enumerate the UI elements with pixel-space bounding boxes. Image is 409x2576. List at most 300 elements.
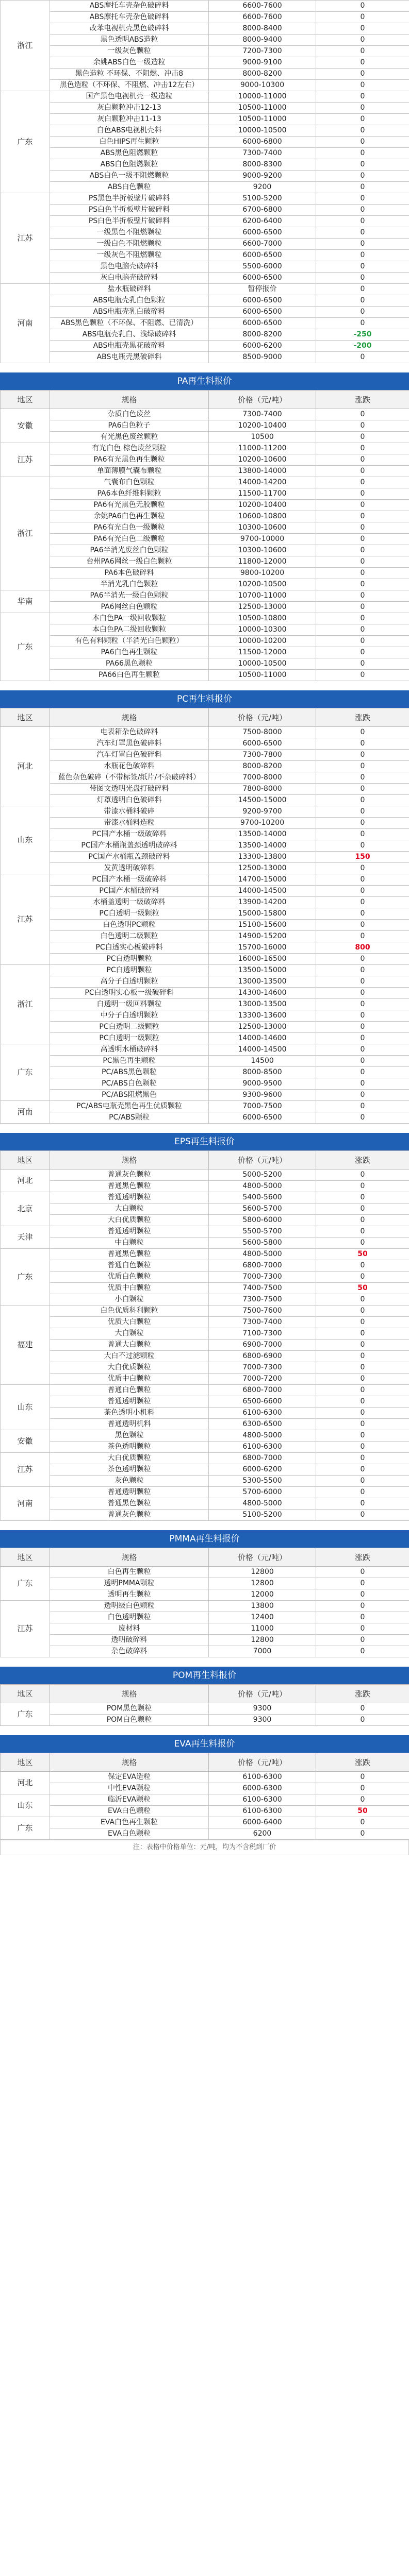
- spec-cell: 发黄透明破碎料: [50, 863, 209, 874]
- change-cell: 0: [316, 1476, 409, 1487]
- change-cell: 0: [316, 1794, 409, 1806]
- change-cell: 0: [316, 1464, 409, 1476]
- spec-cell: 汽车灯罩黑色破碎料: [50, 738, 209, 750]
- table-row: [1, 920, 409, 931]
- table-row: [1, 80, 409, 91]
- price-cell: 6000-6200: [209, 341, 316, 352]
- change-cell: 0: [316, 874, 409, 886]
- spec-cell: 普通透明颗粒: [50, 1192, 209, 1204]
- spec-cell: 普通白色颗粒: [50, 1385, 209, 1396]
- header-row: [1, 1753, 409, 1772]
- region-cell: 江苏: [1, 1453, 50, 1487]
- change-cell: 0: [316, 1374, 409, 1385]
- table-row: [1, 727, 409, 738]
- price-cell: 7000: [209, 1646, 316, 1657]
- spec-cell: 白色再生颗粒: [50, 1567, 209, 1578]
- change-cell: 0: [316, 148, 409, 159]
- spec-cell: 大白颗粒: [50, 1328, 209, 1340]
- table-row: [1, 1408, 409, 1419]
- price-cell: 15000-15800: [209, 908, 316, 920]
- change-cell: -200: [316, 341, 409, 352]
- column-header: 规格: [50, 391, 209, 409]
- change-cell: 0: [316, 205, 409, 216]
- price-cell: 7000-7300: [209, 1272, 316, 1283]
- table-row: [1, 46, 409, 57]
- spec-cell: 废材料: [50, 1623, 209, 1635]
- spec-cell: 一级灰色不阻燃颗粒: [50, 250, 209, 261]
- spec-cell: 普通白色颗粒: [50, 1260, 209, 1272]
- price-cell: 7000-7200: [209, 1374, 316, 1385]
- section-title: PC再生料报价: [0, 690, 409, 708]
- price-section: [0, 1667, 409, 1726]
- price-table: [0, 1753, 409, 1840]
- table-row: [1, 1238, 409, 1249]
- change-cell: 50: [316, 1283, 409, 1294]
- change-cell: 0: [316, 761, 409, 772]
- change-cell: 0: [316, 965, 409, 976]
- price-cell: 10300-10600: [209, 545, 316, 556]
- table-row: [1, 511, 409, 522]
- region-cell: 河南: [1, 1101, 50, 1124]
- change-cell: 0: [316, 1498, 409, 1510]
- spec-cell: PC/ABS颗粒: [50, 1112, 209, 1124]
- table-row: [1, 1646, 409, 1657]
- price-cell: 6000-6500: [209, 227, 316, 239]
- price-cell: 11800-12000: [209, 556, 316, 568]
- table-row: [1, 477, 409, 488]
- spec-cell: 一级白色不阻燃颗粒: [50, 239, 209, 250]
- change-cell: 0: [316, 420, 409, 432]
- change-cell: 0: [316, 477, 409, 488]
- table-row: [1, 556, 409, 568]
- change-cell: 0: [316, 1078, 409, 1090]
- price-cell: 12800: [209, 1567, 316, 1578]
- spec-cell: PC白透明颗粒: [50, 954, 209, 965]
- price-cell: 14700-15000: [209, 874, 316, 886]
- price-cell: 6800-7000: [209, 1260, 316, 1272]
- change-cell: 0: [316, 1396, 409, 1408]
- price-cell: 6600-7600: [209, 12, 316, 23]
- region-cell: 浙江: [1, 965, 50, 1044]
- table-row: [1, 1498, 409, 1510]
- change-cell: 0: [316, 137, 409, 148]
- spec-cell: PA6网丝白色颗粒: [50, 602, 209, 613]
- price-cell: 7300-7400: [209, 148, 316, 159]
- table-row: [1, 12, 409, 23]
- spec-cell: PA6有光白色二级颗粒: [50, 534, 209, 545]
- spec-cell: 白色HIPS再生颗粒: [50, 137, 209, 148]
- price-section: [0, 1133, 409, 1521]
- spec-cell: PC国产水桶瓶盖颈破碎料: [50, 852, 209, 863]
- table-row: [1, 273, 409, 284]
- region-cell: 山东: [1, 1385, 50, 1430]
- price-cell: 6800-6900: [209, 1351, 316, 1362]
- table-row: [1, 341, 409, 352]
- price-section: [0, 1735, 409, 1840]
- column-header: 规格: [50, 1685, 209, 1703]
- change-cell: 0: [316, 125, 409, 137]
- spec-cell: 黑色造粒 不环保、不阻燃、冲击8: [50, 69, 209, 80]
- change-cell: 0: [316, 69, 409, 80]
- price-cell: 6100-6300: [209, 1806, 316, 1817]
- spec-cell: PS黑色半折板壁片破碎料: [50, 193, 209, 205]
- price-cell: 6000-6800: [209, 137, 316, 148]
- spec-cell: 普通透明颗粒: [50, 1396, 209, 1408]
- spec-cell: 普通透明颗粒: [50, 1487, 209, 1498]
- table-row: [1, 500, 409, 511]
- region-cell: 广东: [1, 1817, 50, 1840]
- change-cell: 0: [316, 193, 409, 205]
- spec-cell: EVA白色颗粒: [50, 1806, 209, 1817]
- price-cell: 14000-14600: [209, 1033, 316, 1044]
- spec-cell: 一级黑色不阻燃颗粒: [50, 227, 209, 239]
- change-cell: 0: [316, 886, 409, 897]
- price-cell: 9000-9500: [209, 1078, 316, 1090]
- price-cell: 6200: [209, 1828, 316, 1840]
- table-row: [1, 1340, 409, 1351]
- change-cell: 0: [316, 1487, 409, 1498]
- price-cell: 8000-8500: [209, 1067, 316, 1078]
- table-row: [1, 897, 409, 908]
- table-row: [1, 942, 409, 954]
- change-cell: 0: [316, 908, 409, 920]
- spec-cell: 黑色透明ABS造粒: [50, 35, 209, 46]
- spec-cell: 普通透明颗粒: [50, 1226, 209, 1238]
- spec-cell: 余姚ABS白色一级造粒: [50, 57, 209, 69]
- table-row: [1, 1101, 409, 1112]
- spec-cell: 高分子白透明颗粒: [50, 976, 209, 988]
- spec-cell: 中白颗粒: [50, 1238, 209, 1249]
- table-row: [1, 1226, 409, 1238]
- price-cell: 7300-7400: [209, 409, 316, 420]
- column-header: 地区: [1, 391, 50, 409]
- change-cell: 0: [316, 1272, 409, 1283]
- price-cell: 7800-8000: [209, 784, 316, 795]
- change-cell: 0: [316, 784, 409, 795]
- table-row: [1, 874, 409, 886]
- change-cell: 0: [316, 1226, 409, 1238]
- table-row: [1, 1715, 409, 1726]
- change-cell: 0: [316, 1317, 409, 1328]
- table-row: [1, 1612, 409, 1623]
- table-row: [1, 23, 409, 35]
- table-row: [1, 1010, 409, 1022]
- table-row: [1, 568, 409, 579]
- price-cell: 7100-7300: [209, 1328, 316, 1340]
- column-header: 规格: [50, 1151, 209, 1170]
- spec-cell: 透明PMMA颗粒: [50, 1578, 209, 1589]
- change-cell: 150: [316, 852, 409, 863]
- table-row: [1, 931, 409, 942]
- price-cell: 12800: [209, 1578, 316, 1589]
- column-header: 规格: [50, 708, 209, 727]
- spec-cell: 国产黑色电视机壳一级造粒: [50, 91, 209, 103]
- price-cell: 11000-11200: [209, 443, 316, 454]
- change-cell: 0: [316, 23, 409, 35]
- spec-cell: 改苯电视机壳黑色破碎料: [50, 23, 209, 35]
- table-row: [1, 795, 409, 806]
- spec-cell: EVA白色再生颗粒: [50, 1817, 209, 1828]
- change-cell: 0: [316, 284, 409, 295]
- price-cell: 13000-13500: [209, 976, 316, 988]
- spec-cell: 普通透明机料: [50, 1419, 209, 1430]
- table-row: [1, 1351, 409, 1362]
- price-cell: 6000-6500: [209, 295, 316, 307]
- price-cell: 12500-13000: [209, 1022, 316, 1033]
- region-cell: 天津: [1, 1226, 50, 1249]
- price-cell: 9300: [209, 1715, 316, 1726]
- region-cell: 江苏: [1, 443, 50, 477]
- change-cell: 0: [316, 409, 409, 420]
- change-cell: 0: [316, 1362, 409, 1374]
- spec-cell: 茶色透明颗粒: [50, 1464, 209, 1476]
- spec-cell: PC白透明一级颗粒: [50, 908, 209, 920]
- change-cell: 0: [316, 454, 409, 466]
- region-cell: 广东: [1, 1249, 50, 1306]
- spec-cell: PC/ABS白色颗粒: [50, 1078, 209, 1090]
- price-cell: 7200-7300: [209, 46, 316, 57]
- table-row: [1, 1328, 409, 1340]
- table-row: [1, 999, 409, 1010]
- spec-cell: ABS黑色阻燃颗粒: [50, 148, 209, 159]
- spec-cell: 电表箱杂色破碎料: [50, 727, 209, 738]
- spec-cell: 带漆水桶料破碎: [50, 806, 209, 818]
- spec-cell: POM白色颗粒: [50, 1715, 209, 1726]
- region-cell: 河北: [1, 1772, 50, 1794]
- spec-cell: 气囊布白色颗粒: [50, 477, 209, 488]
- spec-cell: ABS电瓶壳乳白、浅绿破碎料: [50, 329, 209, 341]
- table-row: [1, 806, 409, 818]
- spec-cell: PC国产水桶破碎料: [50, 886, 209, 897]
- change-cell: 0: [316, 250, 409, 261]
- change-cell: 0: [316, 12, 409, 23]
- table-row: [1, 545, 409, 556]
- table-row: [1, 261, 409, 273]
- table-row: [1, 534, 409, 545]
- header-row: [1, 708, 409, 727]
- spec-cell: PA6有光黑色再生颗粒: [50, 454, 209, 466]
- price-cell: 13500-14000: [209, 840, 316, 852]
- price-cell: 9000-9200: [209, 171, 316, 182]
- spec-cell: 带漆水桶料造粒: [50, 818, 209, 829]
- price-cell: 7300-7800: [209, 750, 316, 761]
- region-cell: 河南: [1, 1487, 50, 1521]
- spec-cell: PA6本色破碎料: [50, 568, 209, 579]
- price-cell: 5800-6000: [209, 1215, 316, 1226]
- table-row: [1, 1578, 409, 1589]
- section-title: PA再生料报价: [0, 372, 409, 390]
- price-cell: 8000-8300: [209, 159, 316, 171]
- price-cell: 暂停报价: [209, 284, 316, 295]
- region-cell: 广东: [1, 1044, 50, 1101]
- table-row: [1, 772, 409, 784]
- price-cell: 14300-14600: [209, 988, 316, 999]
- table-row: [1, 103, 409, 114]
- column-header: 地区: [1, 1685, 50, 1703]
- spec-cell: 大白优质颗粒: [50, 1453, 209, 1464]
- region-cell: 福建: [1, 1306, 50, 1385]
- table-row: [1, 761, 409, 772]
- table-row: [1, 295, 409, 307]
- price-cell: 9300: [209, 1703, 316, 1715]
- spec-cell: 黑色颗粒: [50, 1430, 209, 1442]
- spec-cell: 小白颗粒: [50, 1294, 209, 1306]
- table-row: [1, 432, 409, 443]
- table-row: [1, 988, 409, 999]
- spec-cell: 高透明水桶破碎料: [50, 1044, 209, 1056]
- change-cell: 0: [316, 1623, 409, 1635]
- spec-cell: PA66黑色颗粒: [50, 658, 209, 670]
- price-cell: 6600-7600: [209, 1, 316, 12]
- price-cell: 6100-6300: [209, 1794, 316, 1806]
- change-cell: 0: [316, 1817, 409, 1828]
- section-title: EVA再生料报价: [0, 1735, 409, 1753]
- section-title: POM再生料报价: [0, 1667, 409, 1684]
- change-cell: 0: [316, 1715, 409, 1726]
- region-cell: 河南: [1, 284, 50, 363]
- change-cell: 0: [316, 1351, 409, 1362]
- change-cell: 0: [316, 1170, 409, 1181]
- change-cell: 0: [316, 999, 409, 1010]
- spec-cell: PC白透明一级颗粒: [50, 1033, 209, 1044]
- table-row: [1, 1317, 409, 1328]
- change-cell: 0: [316, 318, 409, 329]
- price-cell: 10600-10800: [209, 511, 316, 522]
- change-cell: 0: [316, 1215, 409, 1226]
- table-row: [1, 852, 409, 863]
- change-cell: 0: [316, 432, 409, 443]
- table-row: [1, 57, 409, 69]
- region-cell: 河北: [1, 727, 50, 806]
- table-row: [1, 1283, 409, 1294]
- spec-cell: 有光黑色废丝颗粒: [50, 432, 209, 443]
- change-cell: 0: [316, 1601, 409, 1612]
- table-row: [1, 1215, 409, 1226]
- price-cell: 14000-14500: [209, 1044, 316, 1056]
- change-cell: 50: [316, 1249, 409, 1260]
- price-cell: 12500-13000: [209, 602, 316, 613]
- region-cell: 北京: [1, 1192, 50, 1226]
- change-cell: 0: [316, 1, 409, 12]
- change-cell: 0: [316, 80, 409, 91]
- change-cell: 0: [316, 443, 409, 454]
- table-row: [1, 114, 409, 125]
- table-row: [1, 91, 409, 103]
- spec-cell: PA6白色粒子: [50, 420, 209, 432]
- spec-cell: 水桶盖透明一级破碎料: [50, 897, 209, 908]
- change-cell: 0: [316, 1385, 409, 1396]
- spec-cell: ABS白色阻燃颗粒: [50, 159, 209, 171]
- table-row: [1, 137, 409, 148]
- price-cell: 9200: [209, 182, 316, 193]
- price-cell: 4800-5000: [209, 1498, 316, 1510]
- table-row: [1, 307, 409, 318]
- table-row: [1, 1385, 409, 1396]
- change-cell: 0: [316, 636, 409, 647]
- price-cell: 12000: [209, 1589, 316, 1601]
- spec-cell: 大白颗粒: [50, 1204, 209, 1215]
- change-cell: 0: [316, 1044, 409, 1056]
- table-row: [1, 1067, 409, 1078]
- price-cell: 10000-10200: [209, 636, 316, 647]
- column-header: 价格（元/吨）: [209, 1685, 316, 1703]
- spec-cell: PC白透明实心板一级破碎料: [50, 988, 209, 999]
- change-cell: 0: [316, 182, 409, 193]
- change-cell: 0: [316, 818, 409, 829]
- change-cell: 0: [316, 1204, 409, 1215]
- spec-cell: 优质中白颗粒: [50, 1283, 209, 1294]
- price-cell: 6800-7000: [209, 1453, 316, 1464]
- column-header: 价格（元/吨）: [209, 1548, 316, 1567]
- price-cell: 11000: [209, 1623, 316, 1635]
- price-cell: 14000-14200: [209, 477, 316, 488]
- price-cell: 6000-6500: [209, 273, 316, 284]
- price-cell: 4800-5000: [209, 1181, 316, 1192]
- change-cell: 0: [316, 1430, 409, 1442]
- table-row: [1, 1806, 409, 1817]
- change-cell: 0: [316, 1022, 409, 1033]
- change-cell: 0: [316, 216, 409, 227]
- spec-cell: PC白透明颗粒: [50, 965, 209, 976]
- table-row: [1, 1589, 409, 1601]
- column-header: 价格（元/吨）: [209, 1151, 316, 1170]
- change-cell: 0: [316, 1510, 409, 1521]
- column-header: 涨跌: [316, 1151, 409, 1170]
- spec-cell: 白色透明颗粒: [50, 1612, 209, 1623]
- table-row: [1, 579, 409, 590]
- price-table: [0, 1684, 409, 1726]
- change-cell: 0: [316, 1192, 409, 1204]
- change-cell: 0: [316, 1589, 409, 1601]
- change-cell: 0: [316, 103, 409, 114]
- spec-cell: 杂质白色废丝: [50, 409, 209, 420]
- price-table: [0, 1548, 409, 1657]
- table-row: [1, 409, 409, 420]
- table-row: [1, 602, 409, 613]
- table-row: [1, 1487, 409, 1498]
- column-header: 价格（元/吨）: [209, 708, 316, 727]
- price-cell: 5600-5700: [209, 1204, 316, 1215]
- spec-cell: PA6半消光废丝白色颗粒: [50, 545, 209, 556]
- price-cell: 10200-10500: [209, 579, 316, 590]
- spec-cell: 水瓶花色破碎料: [50, 761, 209, 772]
- table-row: [1, 954, 409, 965]
- change-cell: 0: [316, 1612, 409, 1623]
- change-cell: 0: [316, 806, 409, 818]
- price-cell: 6000-6400: [209, 1817, 316, 1828]
- spec-cell: PA6有光白色一级颗粒: [50, 522, 209, 534]
- table-row: [1, 1828, 409, 1840]
- change-cell: 0: [316, 466, 409, 477]
- table-row: [1, 1453, 409, 1464]
- table-row: [1, 738, 409, 750]
- spec-cell: 黑色造粒（不环保、不阻燃、冲击12左右）: [50, 80, 209, 91]
- table-row: [1, 863, 409, 874]
- table-row: [1, 1249, 409, 1260]
- spec-cell: 大白优质颗粒: [50, 1362, 209, 1374]
- spec-cell: 大白不过滤颗粒: [50, 1351, 209, 1362]
- spec-cell: ABS摩托车壳杂色破碎料: [50, 1, 209, 12]
- spec-cell: 有色有料颗粒（半消光白色颗粒）: [50, 636, 209, 647]
- change-cell: 0: [316, 114, 409, 125]
- change-cell: 0: [316, 1067, 409, 1078]
- change-cell: 0: [316, 1260, 409, 1272]
- spec-cell: ABS黑色颗粒（不环保、不阻燃、已清洗）: [50, 318, 209, 329]
- price-cell: 12500-13000: [209, 863, 316, 874]
- change-cell: 0: [316, 1646, 409, 1657]
- price-cell: 16000-16500: [209, 954, 316, 965]
- table-row: [1, 159, 409, 171]
